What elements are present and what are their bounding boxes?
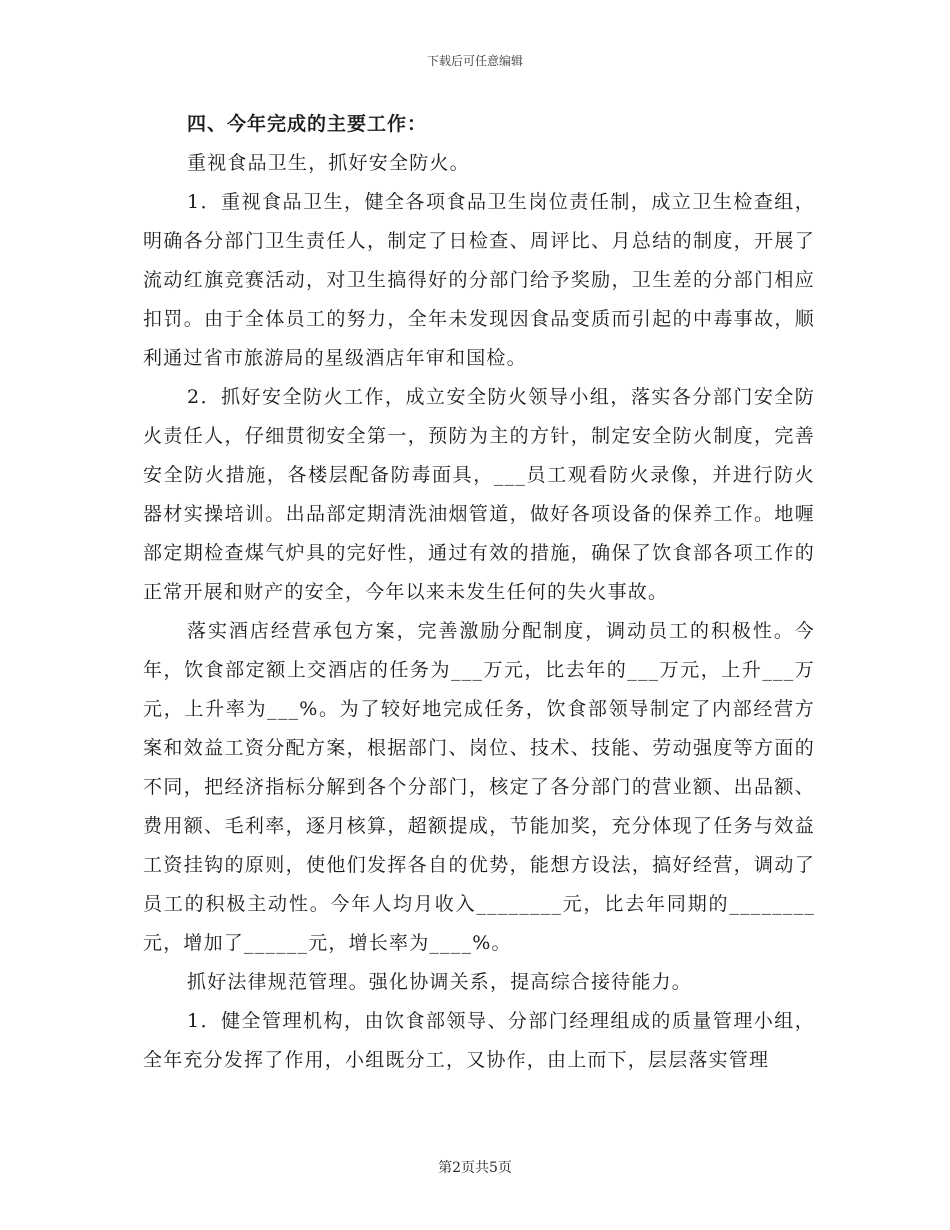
paragraph-fire-safety: 2．抓好安全防火工作，成立安全防火领导小组，落实各分部门安全防火责任人，仔细贯彻安全第一，预防为主的方针，制定安全防火制度，完善安全防火措施，各楼层配备防毒面具，___员工观看防火录像，并进行防火器材实操培训。出品部定期清洗油烟管道，做好各项设备的保养工作。地喱部定期检查煤气炉具的完好性，通过有效的措施，确保了饮食部各项工作的正常开展和财产的安全，今年以来未发生任何的失火事故。	[143, 386, 815, 603]
paragraph-incentive-distribution: 落实酒店经营承包方案，完善激励分配制度，调动员工的积极性。今年，饮食部定额上交酒店的任务为___万元，比去年的___万元，上升___万元，上升率为___%。为了较好地完成任务，饮食部领导制定了内部经营方案和效益工资分配方案，根据部门、岗位、技术、技能、劳动强度等方面的不同，把经济指标分解到各个分部门，核定了各分部门的营业额、出品额、费用额、毛利率，逐月核算，超额提成，节能加奖，充分体现了任务与效益工资挂钩的原则，使他们发挥各自的优势，能想方设法，搞好经营，调动了员工的积极主动性。今年人均月收入________元，比去年同期的________元，增加了______元，增长率为____%。	[143, 620, 815, 954]
document-body	[143, 105, 815, 1080]
paragraph-subtitle-food-safety: 重视食品卫生，抓好安全防火。	[187, 152, 470, 174]
section-heading: 四、今年完成的主要工作：	[187, 113, 428, 135]
paragraph-subtitle-legal-management: 抓好法律规范管理。强化协调关系，提高综合接待能力。	[187, 971, 693, 993]
paragraph-food-hygiene: 1．重视食品卫生，健全各项食品卫生岗位责任制，成立卫生检查组，明确各分部门卫生责任人，制定了日检查、周评比、月总结的制度，开展了流动红旗竞赛活动，对卫生搞得好的分部门给予奖励，卫生差的分部门相应扣罚。由于全体员工的努力，全年未发现因食品变质而引起的中毒事故，顺利通过省市旅游局的星级酒店年审和国检。	[143, 191, 815, 369]
paragraph-management-structure: 1．健全管理机构，由饮食部领导、分部门经理组成的质量管理小组，全年充分发挥了作用，小组既分工，又协作，由上而下，层层落实管理	[143, 1010, 815, 1071]
page-number: 第2页共5页	[438, 1160, 512, 1176]
page-header: 下载后可任意编辑	[426, 54, 523, 68]
